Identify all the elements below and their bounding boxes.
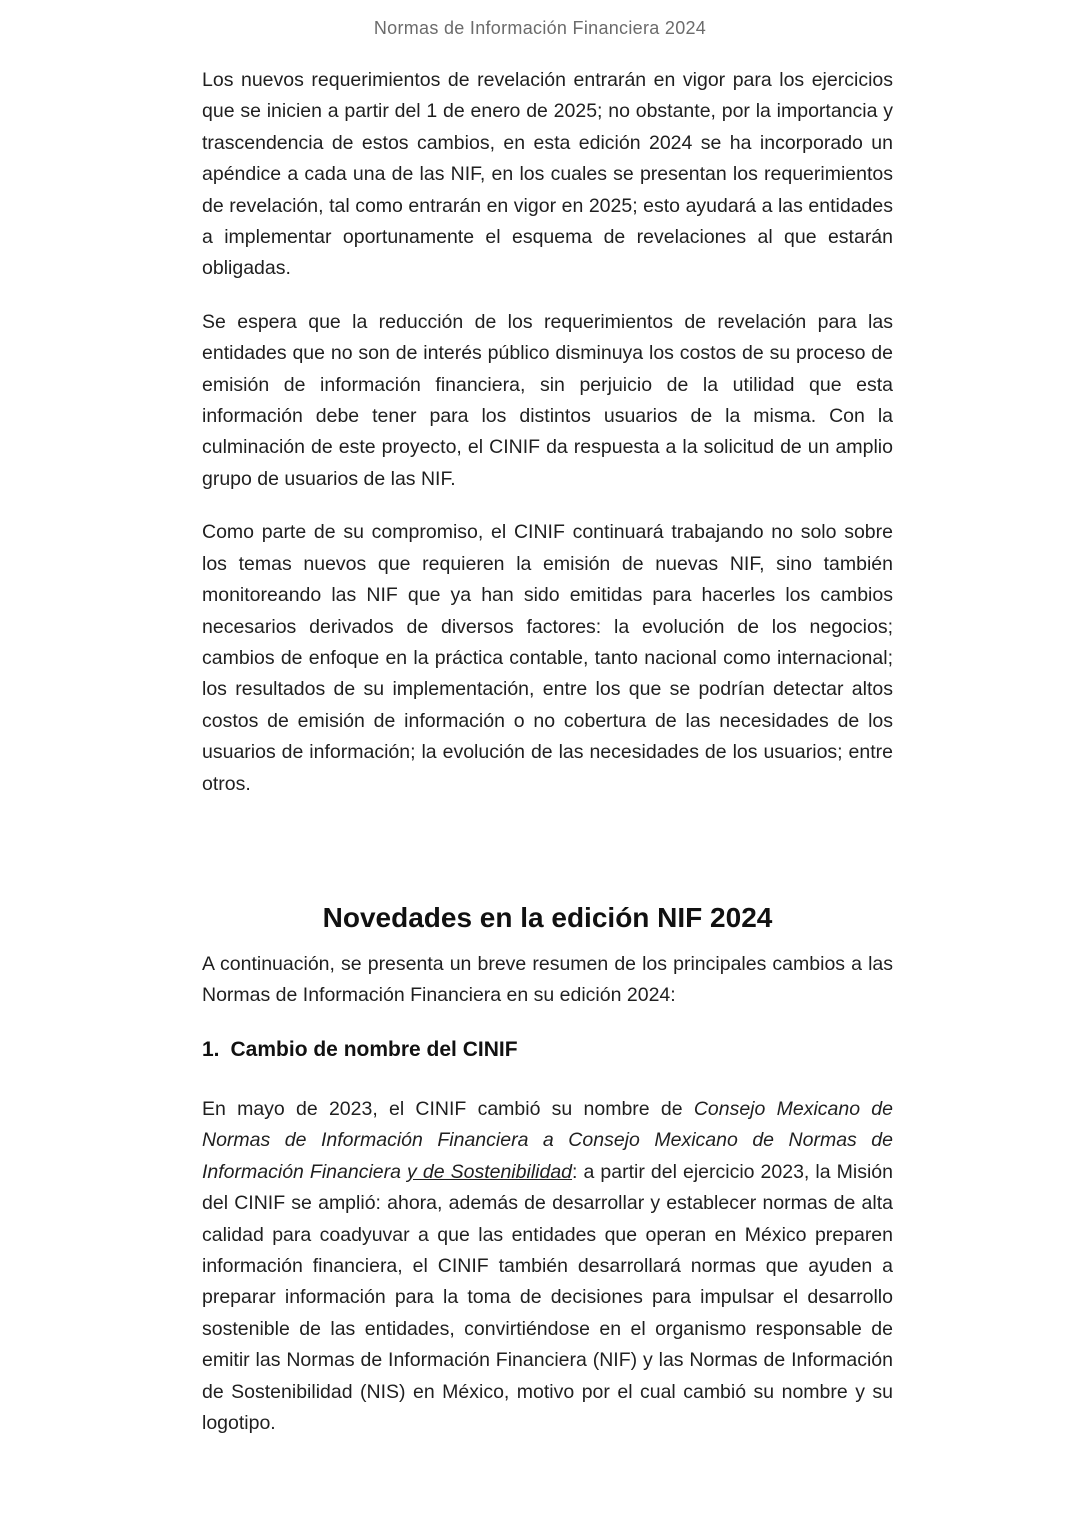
subsection-body xyxy=(202,1094,893,1439)
paragraph-reduccion-requerimientos: Se espera que la reducción de los requerimientos de revelación para las entidades que no son de interés público disminuya los costos de su proceso de emisión de información financiera, sin perjuicio de la utilidad que esta información debe tener para los distintos usuarios de la misma. Con la culminación de este proyecto, el CINIF da respuesta a la solicitud de un amplio grupo de usuarios de las NIF. xyxy=(202,310,893,490)
section-intro-block xyxy=(202,949,893,1012)
body-lead: En mayo de 2023, el CINIF cambió su nombre de xyxy=(202,1098,694,1120)
new-name-underlined: y de Sostenibilidad xyxy=(407,1160,573,1183)
paragraph-compromiso-cinif: Como parte de su compromiso, el CINIF continuará trabajando no solo sobre los temas nuevos que requieren la emisión de nuevas NIF, sino también monitoreando las NIF que ya han sido emitidas para hacerles los cambios necesarios derivados de diversos factores: la evolución de los negocios; cambios de enfoque en la práctica contable, tanto nacional como internacional; los resultados de su implementación, entre los que se podrían detectar altos costos de emisión de información o no cobertura de las necesidades de los usuarios de información; la evolución de las necesidades de los usuarios; entre otros. xyxy=(202,521,893,795)
body-text xyxy=(202,65,893,800)
paragraph-revelacion-vigor: Los nuevos requerimientos de revelación entrarán en vigor para los ejercicios que se inicien a partir del 1 de enero de 2025; no obstante, por la importancia y trascendencia de estos cambios, en esta edición 2024 se ha incorporado un apéndice a cada una de las NIF, en los cuales se presentan los requerimientos de revelación, tal como entrarán en vigor en 2025; esto ayudará a las entidades a implementar oportunamente el esquema de revelaciones al que estarán obligadas. xyxy=(202,69,893,280)
section-intro: A continuación, se presenta un breve resumen de los principales cambios a las Normas de Información Financiera en su edición 2024: xyxy=(202,953,893,1007)
subsection-number: 1. xyxy=(202,1038,220,1061)
body-rest: : a partir del ejercicio 2023, la Misión del CINIF se amplió: ahora, además de desarrollar y establecer normas de alta calidad para coadyuvar a que las entidades que operan en México preparen información financiera, el CINIF también desarrollará normas que ayuden a preparar información para la toma de decisiones para impulsar el desarrollo sostenible de las entidades, convirtiéndose en el organismo responsable de emitir las Normas de Información Financiera (NIF) y las Normas de Información de Sostenibilidad (NIS) en México, motivo por el cual cambió su nombre y su logotipo. xyxy=(202,1160,893,1435)
subsection-body-block xyxy=(202,1094,893,1439)
section-title: Novedades en la edición NIF 2024 xyxy=(322,902,773,933)
subsection-title: Cambio de nombre del CINIF xyxy=(230,1038,518,1061)
page-header: Normas de Información Financiera 2024 xyxy=(373,18,707,38)
subsection-heading xyxy=(202,1038,893,1062)
old-name-italic: Consejo Mexicano de Normas de Información Financiera a Consejo Mexicano de Normas de Información Financiera xyxy=(202,1098,893,1183)
